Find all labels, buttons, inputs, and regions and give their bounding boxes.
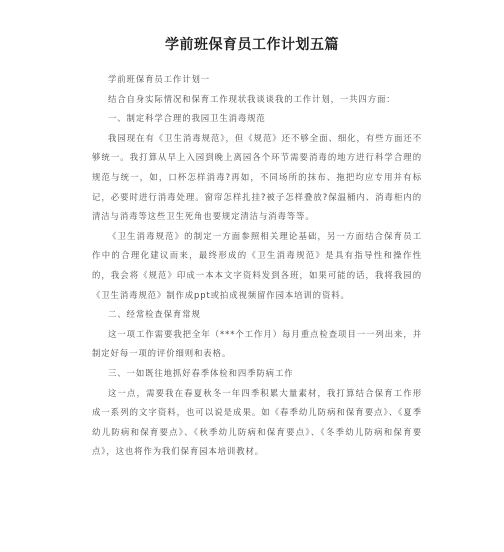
intro-paragraph: 结合自身实际情况和保育工作现状我谈谈我的工作计划，一共四方面： bbox=[108, 93, 396, 104]
document-body bbox=[92, 70, 422, 462]
paragraph-4: 这一点，需要我在春夏秋冬一年四季积累大量素材，我打算结合保育工作形成一系列的文字资料，也可以说是成果。如《春季幼儿防病和保育要点》、《夏季幼儿防病和保育要点》、《秋季幼儿防病和保育要点》、《冬季幼儿防病和保育要点》，这也将作为我们保育园本培训教材。 bbox=[92, 387, 422, 457]
document-title: 学前班保育员工作计划五篇 bbox=[165, 37, 339, 53]
paragraph-3: 这一项工作需要我把全年（***个工作月）每月重点检查项目一一列出来，并制定好每一项的评价细则和表格。 bbox=[92, 328, 422, 359]
paragraph-1: 我园现在有《卫生消毒规范》，但《规范》还不够全面、细化，有些方面还不够统一。我打算从早上入园到晚上离园各个环节需要消毒的地方进行科学合理的规范与统一，如，口杯怎样消毒?再如，不同场所的抹布、拖把均应专用并有标记，必要时进行消毒处理。窗帘怎样扎挂?被子怎样叠放?保温桶内、消毒柜内的清洁与消毒等这些卫生死角也要规定清洁与消毒等等。 bbox=[92, 132, 422, 222]
paragraph-2: 《卫生消毒规范》的制定一方面参照相关理论基础，另一方面结合保育员工作中的合理化建议而来，最终形成的《卫生消毒规范》是具有指导性和操作性的，我会将《规范》印成一本本文字资料发到各班，如果可能的话，我将我园的《卫生消毒规范》制作成ppt或拍成视频留作园本培训的资料。 bbox=[92, 230, 422, 300]
section-heading-1: 一、制定科学合理的我园卫生消毒规范 bbox=[108, 113, 266, 124]
section-heading-2: 二、经常检查保育常规 bbox=[108, 309, 201, 320]
section-heading-3: 三、一如既往地抓好春季体检和四季防病工作 bbox=[108, 367, 294, 378]
plan-heading: 学前班保育员工作计划一 bbox=[108, 74, 211, 84]
